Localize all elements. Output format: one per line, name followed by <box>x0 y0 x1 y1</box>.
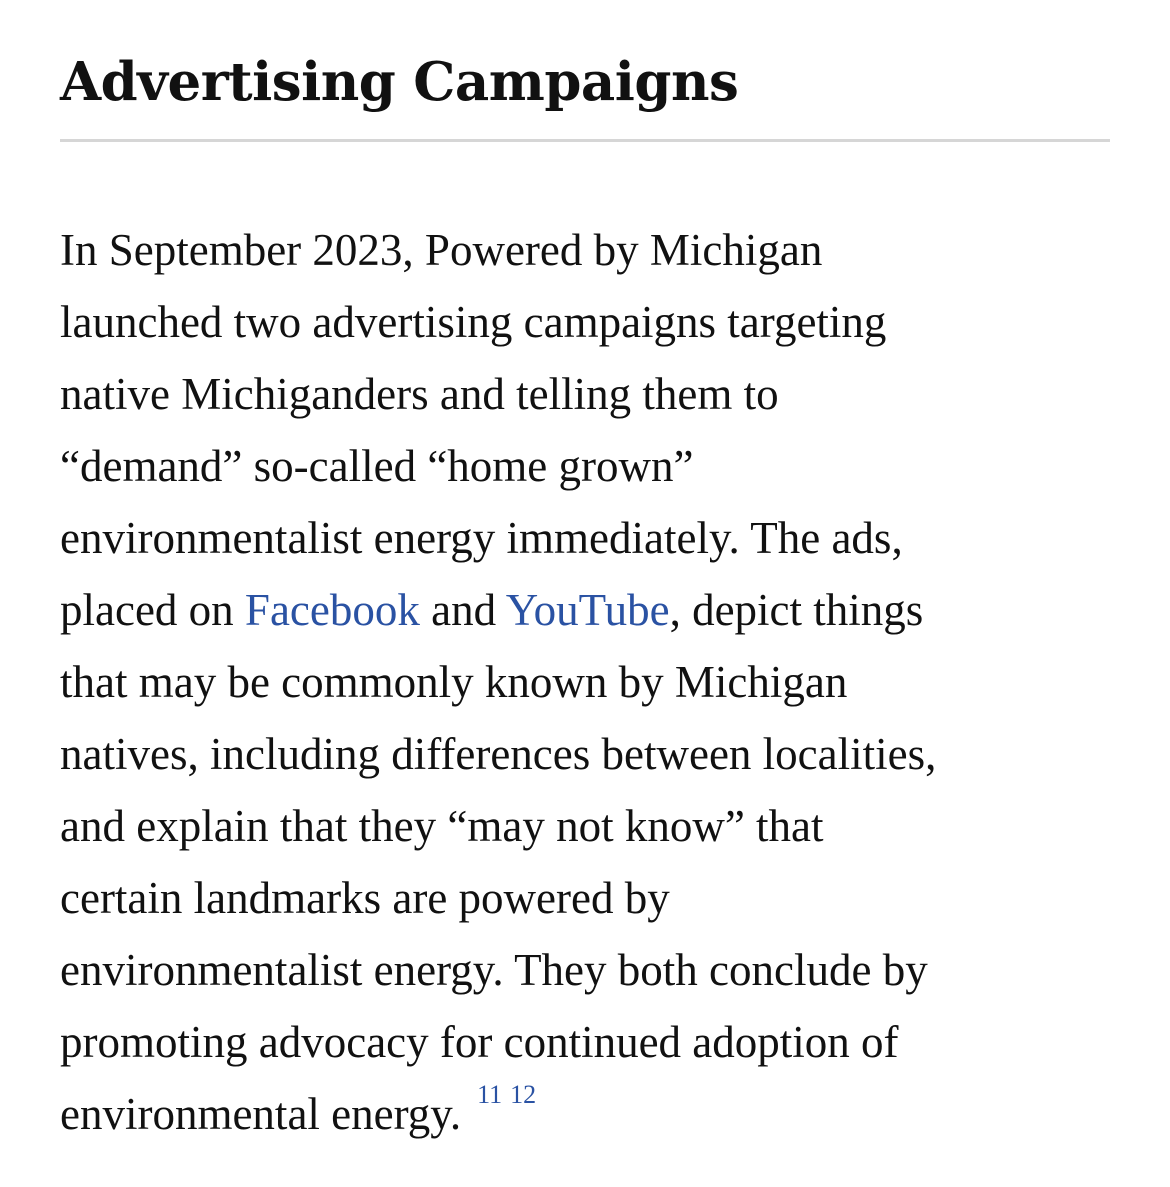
section-heading: Advertising Campaigns <box>60 51 739 113</box>
paragraph-line: natives, including differences between localities, <box>60 729 937 779</box>
citation-group <box>477 1080 536 1109</box>
paragraph-line-with-links <box>60 574 1110 646</box>
facebook-link[interactable]: Facebook <box>244 585 420 635</box>
paragraph-line: that may be commonly known by Michigan <box>60 657 848 707</box>
article-paragraph <box>60 214 1110 1150</box>
paragraph-line: promoting advocacy for continued adoption of <box>60 1017 899 1067</box>
paragraph-line: environmentalist energy immediately. The ads, <box>60 513 903 563</box>
heading-divider <box>60 139 1110 142</box>
paragraph-text: and <box>419 585 506 635</box>
paragraph-line: environmentalist energy. They both conclude by <box>60 945 928 995</box>
citation-link-12[interactable]: 12 <box>510 1080 537 1109</box>
paragraph-text: environmental energy. <box>60 1089 462 1139</box>
paragraph-text: placed on <box>60 585 245 635</box>
paragraph-line: In September 2023, Powered by Michigan <box>60 225 823 275</box>
paragraph-line: “demand” so-called “home grown” <box>60 441 694 491</box>
paragraph-line-last <box>60 1078 1110 1150</box>
paragraph-line: native Michiganders and telling them to <box>60 369 779 419</box>
citation-link-11[interactable]: 11 <box>477 1080 503 1109</box>
youtube-link[interactable]: YouTube <box>505 585 670 635</box>
paragraph-line: certain landmarks are powered by <box>60 873 670 923</box>
article-section <box>60 0 1110 1139</box>
paragraph-line: and explain that they “may not know” that <box>60 801 824 851</box>
paragraph-text: , depict things <box>669 585 924 635</box>
paragraph-line: launched two advertising campaigns targeting <box>60 297 887 347</box>
